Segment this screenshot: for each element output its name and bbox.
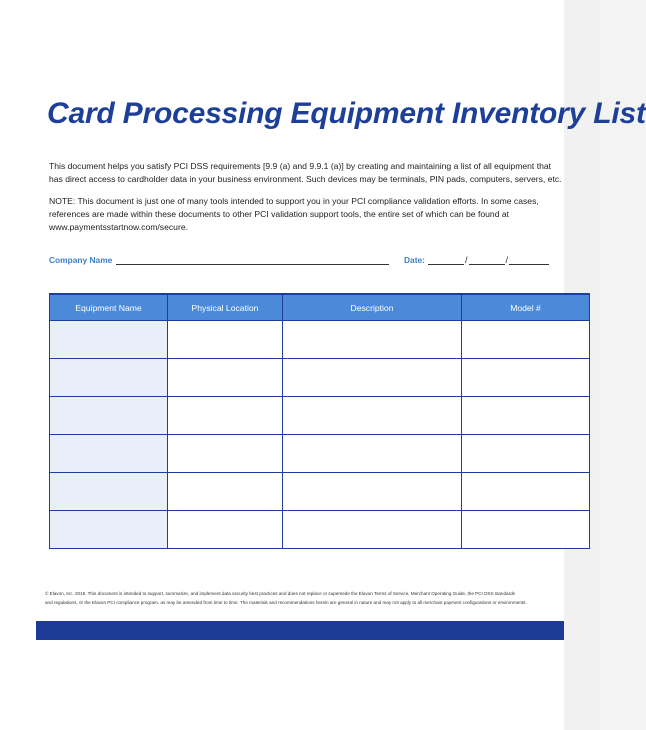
equipment-name-cell[interactable] bbox=[50, 321, 168, 359]
date-day-field[interactable] bbox=[469, 254, 505, 265]
physical-location-cell[interactable] bbox=[168, 473, 283, 511]
note-line: www.paymentsstartnow.com/secure. bbox=[49, 222, 188, 232]
equipment-name-cell[interactable] bbox=[50, 511, 168, 549]
model-cell[interactable] bbox=[462, 473, 590, 511]
note-paragraph bbox=[49, 195, 569, 234]
model-cell[interactable] bbox=[462, 359, 590, 397]
column-header-physical-location: Physical Location bbox=[168, 294, 283, 321]
date-month-field[interactable] bbox=[428, 254, 464, 265]
table-row bbox=[50, 473, 590, 511]
table-row bbox=[50, 359, 590, 397]
company-name-field[interactable] bbox=[116, 264, 389, 265]
physical-location-cell[interactable] bbox=[168, 435, 283, 473]
note-line: references are made within these documents to other PCI validation support tools, the entire set of which can be found at bbox=[49, 209, 510, 219]
description-cell[interactable] bbox=[283, 511, 462, 549]
column-header-equipment-name: Equipment Name bbox=[50, 294, 168, 321]
note-line: NOTE: This document is just one of many tools intended to support you in your PCI compliance validation efforts. In some cases, bbox=[49, 196, 539, 206]
equipment-name-cell[interactable] bbox=[50, 359, 168, 397]
model-cell[interactable] bbox=[462, 397, 590, 435]
table-row bbox=[50, 511, 590, 549]
date-year-field[interactable] bbox=[509, 254, 549, 265]
column-header-model: Model # bbox=[462, 294, 590, 321]
equipment-name-cell[interactable] bbox=[50, 397, 168, 435]
intro-line: has direct access to cardholder data in your business environment. Such devices may be terminals, PIN pads, computers, servers, etc. bbox=[49, 174, 562, 184]
physical-location-cell[interactable] bbox=[168, 397, 283, 435]
inventory-table bbox=[49, 293, 590, 549]
equipment-name-cell[interactable] bbox=[50, 435, 168, 473]
date-separator: / bbox=[505, 255, 509, 265]
company-name-label: Company Name bbox=[49, 255, 113, 265]
date-separator: / bbox=[465, 255, 468, 265]
table-row bbox=[50, 397, 590, 435]
equipment-name-cell[interactable] bbox=[50, 473, 168, 511]
table-header-row bbox=[50, 294, 590, 321]
model-cell[interactable] bbox=[462, 435, 590, 473]
legal-footer-line: and regulations, or the Elavon PCI compliance program, as may be amended from time to time. The materials and recommendations herein are general in nature and may not apply to all merchant payment configurations or environments. bbox=[45, 600, 527, 605]
model-cell[interactable] bbox=[462, 511, 590, 549]
column-header-description: Description bbox=[283, 294, 462, 321]
model-cell[interactable] bbox=[462, 321, 590, 359]
physical-location-cell[interactable] bbox=[168, 511, 283, 549]
document-title: Card Processing Equipment Inventory List bbox=[47, 97, 646, 130]
intro-line: This document helps you satisfy PCI DSS requirements [9.9 (a) and 9.9.1 (a)] by creating and maintaining a list of all equipment that bbox=[49, 161, 552, 171]
description-cell[interactable] bbox=[283, 359, 462, 397]
date-field[interactable] bbox=[428, 254, 549, 265]
legal-footer bbox=[45, 589, 585, 607]
date-label: Date: bbox=[404, 255, 425, 265]
description-cell[interactable] bbox=[283, 397, 462, 435]
physical-location-cell[interactable] bbox=[168, 321, 283, 359]
legal-footer-line: © Elavon, Inc. 2016. This document is intended to support, summarize, and implement data security best practices and does not replace or supersede the Elavon Terms of Service, Merchant Operating Guide, the PCI DSS standards bbox=[45, 591, 515, 596]
physical-location-cell[interactable] bbox=[168, 359, 283, 397]
description-cell[interactable] bbox=[283, 473, 462, 511]
description-cell[interactable] bbox=[283, 435, 462, 473]
footer-bar bbox=[36, 621, 564, 640]
table-row bbox=[50, 321, 590, 359]
intro-paragraph bbox=[49, 160, 609, 186]
description-cell[interactable] bbox=[283, 321, 462, 359]
table-row bbox=[50, 435, 590, 473]
